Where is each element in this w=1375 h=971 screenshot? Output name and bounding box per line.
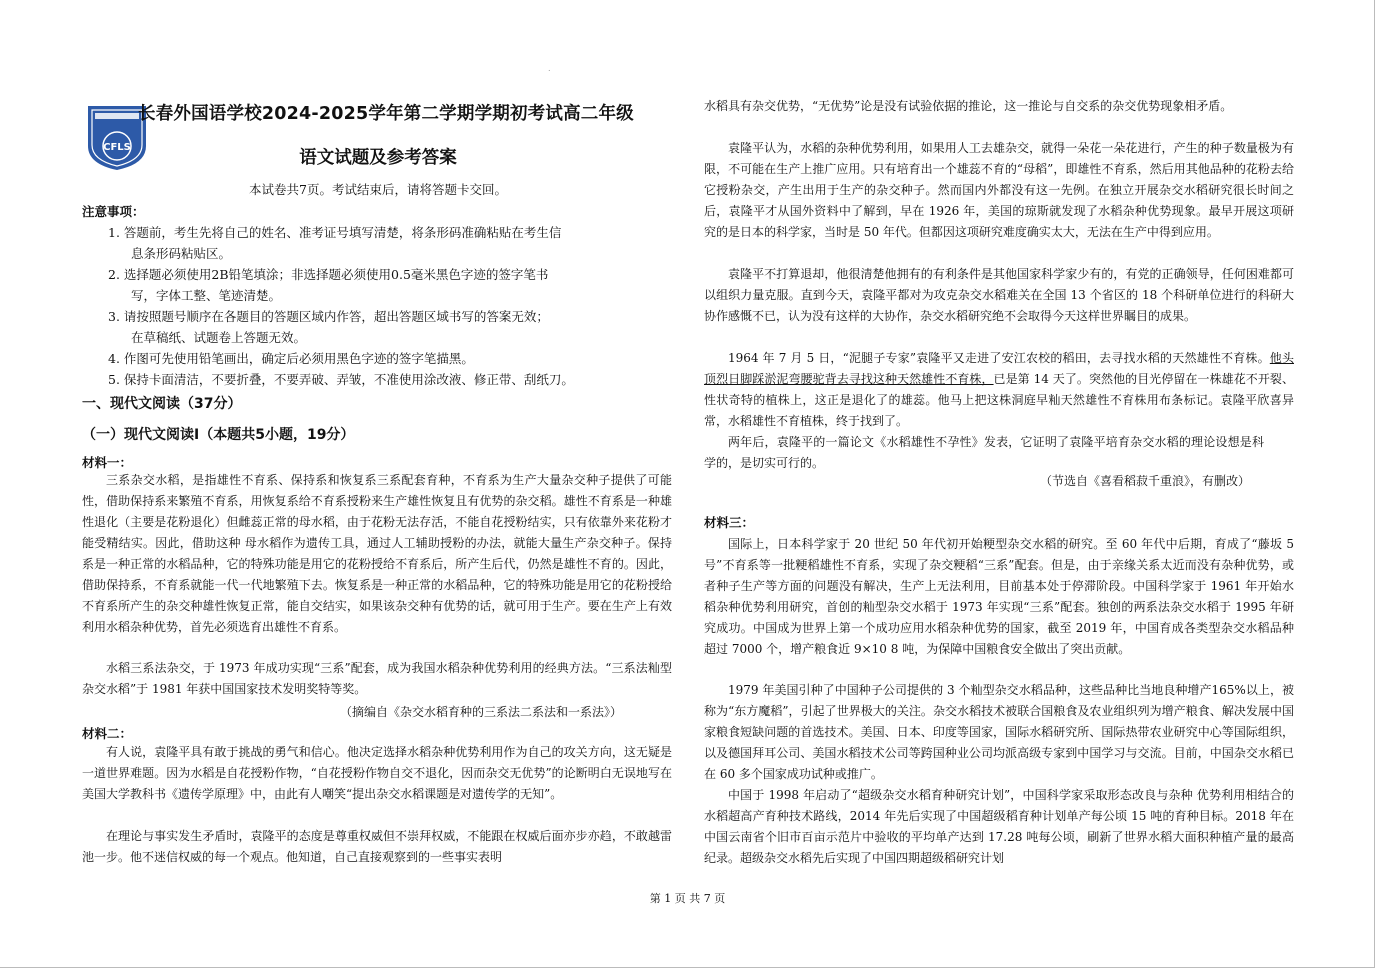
material1-source: （摘编自《杂交水稻育种的三系法二系法和一系法》）	[340, 705, 623, 719]
exam-info: 本试卷共7页。考试结束后，请将答题卡交回。	[249, 182, 507, 197]
notice-item: 在草稿纸、试题卷上答题无效。	[131, 330, 307, 345]
notice-item: 2. 选择题必须使用2B铅笔填涂；非选择题必须使用0.5毫米黑色字迹的签字笔书	[108, 267, 549, 282]
material2-paragraph	[704, 348, 1294, 432]
notice-item: 5. 保持卡面清洁，不要折叠，不要弄破、弄皱，不准使用涂改液、修正带、刮纸刀。	[108, 372, 574, 387]
page-footer: 第 1 页 共 7 页	[649, 892, 726, 905]
exam-title: 长春外国语学校2024-2025学年第二学期学期初考试高二年级	[138, 104, 634, 124]
material2-paragraph: 袁隆平认为，水稻的杂种优势利用，如果用人工去雄杂交，就得一朵花一朵花进行，产生的种子数量极为有限，不可能在生产上推广应用。只有培育出一个雄蕊不育的“母稻”，即雄性不育系，然后用其他品种的花粉去给它授粉杂交，产生出用于生产的杂交种子。然而国内外都没有这一先例。在独立开展杂交水稻研究很长时间之后，袁隆平才从国外资料中了解到，早在 1926 年，美国的琼斯就发现了水稻杂种优势现象。最早开展这项研究的是日本的科学家，当时是 50 年代。但都因这项研究难度确实太大，无法在生产中得到应用。	[704, 141, 1294, 239]
material2-paragraph: 两年后，袁隆平的一篇论文《水稻雄性不孕性》发表，它证明了袁隆平培育杂交水稻的理论设想是科学的，是切实可行的。	[704, 435, 1264, 470]
material3-paragraph: 国际上，日本科学家于 20 世纪 50 年代初开始粳型杂交水稻的研究。至 60 年代中后期，育成了“藤坂 5 号”不育系等一批粳稻雄性不育系，实现了杂交粳稻“三系”配套。但是，由于亲缘关系太近而没有杂种优势，或者种子生产等方面的问题没有解决，生产上无法利用，目前基本处于停滞阶段。中国科学家于 1961 年开始水稻杂种优势利用研究，首创的籼型杂交水稻于 1973 年实现“三系”配套。独创的两系法杂交水稻于 1995 年研究成功。中国成为世界上第一个成功应用水稻杂种优势的国家，截至 2019 年，中国育成各类型杂交水稻品种超过 7000 个，增产粮食近 9×10 8 吨，为保障中国粮食安全做出了突出贡献。	[704, 537, 1294, 656]
notice-item: 3. 请按照题号顺序在各题目的答题区域内作答，超出答题区域书写的答案无效；	[108, 309, 549, 324]
material2-paragraph: 水稻具有杂交优势，“无优势”论是没有试验依据的推论，这一推论与自交系的杂交优势现象相矛盾。	[704, 99, 1233, 113]
underlined-sentence: 他头顶烈日脚踩淤泥弯腰驼背去寻找这种天然雄性不育株，	[704, 351, 1294, 386]
text-span: 已是第 14 天了。突然他的目光停留在一株雄花不开裂、性状奇特的植株上，这正是退化了的雄蕊。他马上把这株洞庭早籼天然雄性不育株用布条标记。袁隆平欣喜异常，水稻雄性不育植株，终于找到了。	[704, 372, 1294, 428]
exam-subtitle: 语文试题及参考答案	[299, 148, 457, 168]
material2-paragraph: 在理论与事实发生矛盾时，袁隆平的态度是尊重权威但不崇拜权威，不能跟在权威后面亦步亦趋，不敢越雷池一步。他不迷信权威的每一个观点。他知道，自己直接观察到的一些事实表明	[82, 829, 672, 864]
scan-dot: .	[548, 64, 551, 73]
material-label: 材料二：	[82, 726, 133, 741]
notice-item: 4. 作图可先使用铅笔画出，确定后必须用黑色字迹的签字笔描黑。	[108, 351, 474, 366]
text-span: 1964 年 7 月 5 日，“泥腿子专家”袁隆平又走进了安江农校的稻田，去寻找水稻的天然雄性不育株。	[728, 351, 1270, 365]
notice-item: 1. 答题前，考生先将自己的姓名、准考证号填写清楚，将条形码准确粘贴在考生信	[108, 225, 562, 240]
material-label: 材料三：	[704, 515, 755, 530]
subsection-heading: （一）现代文阅读Ⅰ（本题共5小题，19分）	[82, 427, 355, 443]
material3-paragraph: 中国于 1998 年启动了“超级杂交水稻育种研究计划”，中国科学家采取形态改良与杂种 优势利用相结合的水稻超高产育种技术路线，2014 年先后实现了中国超级稻育种计划单产每公顷 15 吨的育种目标。2018 年在中国云南省个旧市百亩示范片中验收的平均单产达到 17.28 吨每公顷，刷新了世界水稻大面积种植产量的最高纪录。超级杂交水稻先后实现了中国四期超级稻研究计划	[704, 788, 1294, 865]
material2-source: （节选自《喜看稻菽千重浪》，有删改）	[1040, 474, 1251, 488]
section-heading: 一、现代文阅读（37分）	[82, 396, 242, 412]
material2-paragraph: 袁隆平不打算退却，他很清楚他拥有的有利条件是其他国家科学家少有的，有党的正确领导，任何困难都可以组织力量克服。直到今天，袁隆平都对为攻克杂交水稻难关在全国 13 个省区的 18 个科研单位进行的科研大协作感慨不已，认为没有这样的大协作，杂交水稻研究绝不会取得今天这样世界瞩目的成果。	[704, 267, 1294, 323]
logo-text: CFLS	[103, 142, 131, 153]
notice-item: 写，字体工整、笔迹清楚。	[131, 288, 282, 303]
notice-item: 息条形码粘贴区。	[131, 246, 232, 261]
material3-paragraph: 1979 年美国引种了中国种子公司提供的 3 个籼型杂交水稻品种，这些品种比当地良种增产165%以上，被称为“东方魔稻”，引起了世界极大的关注。杂交水稻技术被联合国粮食及农业组织列为增产粮食、解决发展中国家粮食短缺问题的首选技术。美国、日本、印度等国家，国际水稻研究所、国际热带农业研究中心等国际组织，以及德国拜耳公司、美国水稻技术公司等跨国种业公司均派高级专家到中国学习与交流。目前，中国杂交水稻已在 60 多个国家成功试种或推广。	[704, 683, 1294, 781]
notice-heading: 注意事项：	[82, 204, 145, 219]
material2-paragraph: 有人说，袁隆平具有敢于挑战的勇气和信心。他决定选择水稻杂种优势利用作为自己的攻关方向，这无疑是一道世界难题。因为水稻是自花授粉作物，“自花授粉作物自交不退化，因而杂交无优势”的论断明白无误地写在美国大学教科书《遗传学原理》中，由此有人嘲笑“提出杂交水稻课题是对遗传学的无知”。	[82, 745, 672, 801]
material1-paragraph: 三系杂交水稻，是指雄性不育系、保持系和恢复系三系配套育种，不育系为生产大量杂交种子提供了可能性，借助保持系来繁殖不育系，用恢复系给不育系授粉来生产雄性恢复且有优势的杂交稻。雄性不育系是一种雄性退化（主要是花粉退化）但雌蕊正常的母水稻，由于花粉无法存活，不能自花授粉结实，只有依靠外来花粉才能受精结实。因此，借助这种 母水稻作为遗传工具，通过人工辅助授粉的办法，就能大量生产杂交种子。保持系是一种正常的水稻品种，它的特殊功能是用它的花粉授给不育系后，所产生后代，仍然是雄性不育的。因此，借助保持系，不育系就能一代一代地繁殖下去。恢复系是一种正常的水稻品种，它的特殊功能是用它的花粉授给不育系所产生的杂交种雄性恢复正常，能自交结实，如果该杂交种有优势的话，就可用于生产。要在生产上有效利用水稻杂种优势，首先必须选育出雄性不育系。	[82, 473, 672, 634]
material1-paragraph: 水稻三系法杂交，于 1973 年成功实现“三系”配套，成为我国水稻杂种优势利用的经典方法。“三系法籼型杂交水稻”于 1981 年获中国国家技术发明奖特等奖。	[82, 661, 672, 696]
material-label: 材料一：	[82, 455, 133, 470]
